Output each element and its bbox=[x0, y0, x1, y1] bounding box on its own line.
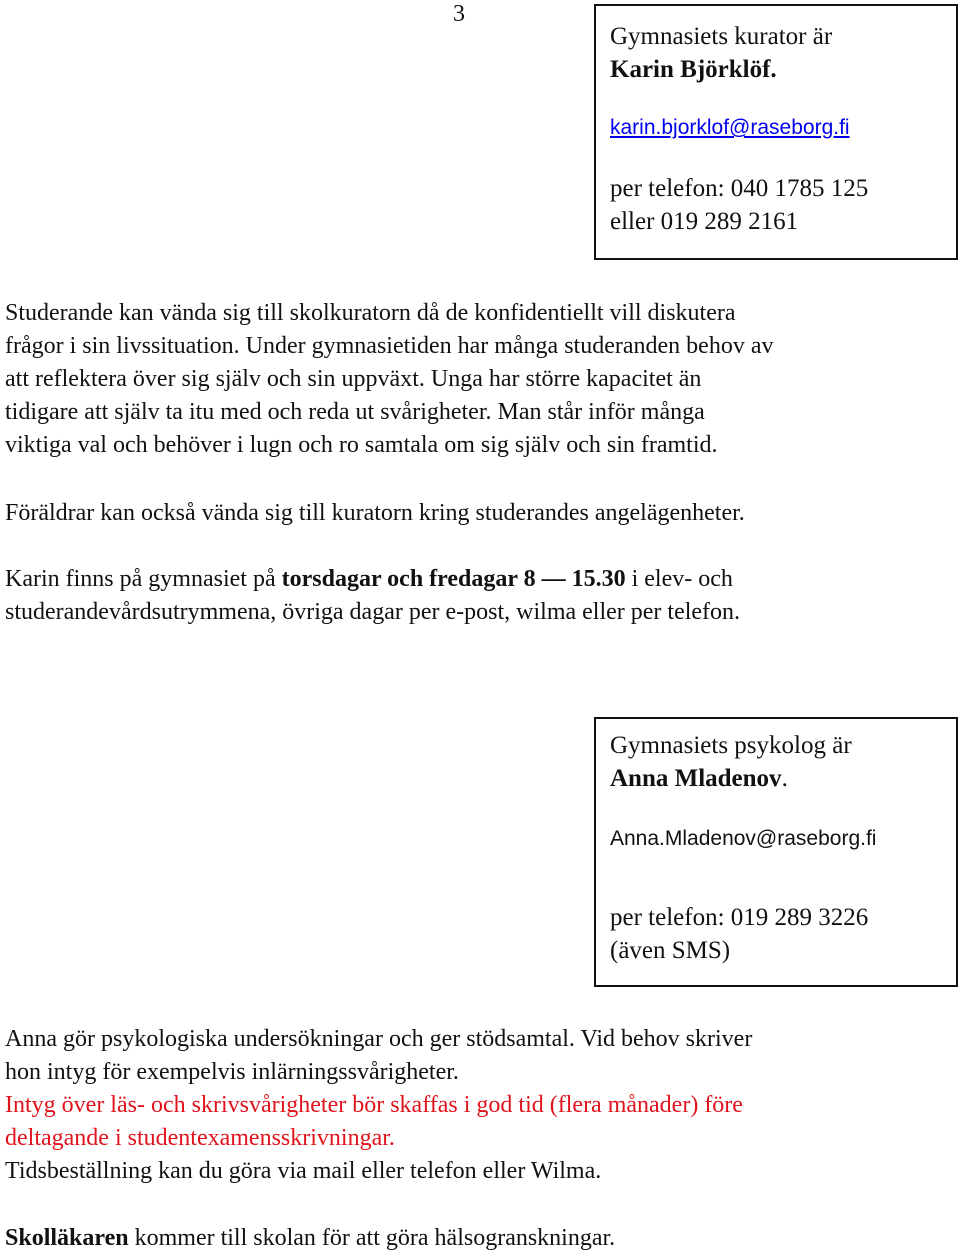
schedule-location: i elev- och bbox=[625, 566, 733, 592]
psykolog-contact-box bbox=[594, 717, 958, 987]
schedule-line bbox=[5, 563, 955, 596]
warning-line: Intyg över läs- och skrivsvårigheter bör skaffas i god tid (flera månader) före bbox=[5, 1092, 743, 1118]
text-line: hon intyg för exempelvis inlärningssvårigheter. bbox=[5, 1059, 459, 1085]
psykolog-name-line bbox=[610, 762, 942, 795]
kurator-email-link[interactable]: karin.bjorklof@raseborg.fi bbox=[610, 116, 850, 139]
psykolog-email[interactable]: Anna.Mladenov@raseborg.fi bbox=[610, 827, 877, 850]
text-line: frågor i sin livssituation. Under gymnasietiden har många studeranden behov av bbox=[5, 333, 774, 359]
text-line: Studerande kan vända sig till skolkuratorn då de konfidentiellt vill diskutera bbox=[5, 300, 736, 326]
text-line: Tidsbeställning kan du göra via mail eller telefon eller Wilma. bbox=[5, 1158, 602, 1184]
text-line: att reflektera över sig själv och sin uppväxt. Unga har större kapacitet än bbox=[5, 366, 702, 392]
psykolog-name: Anna Mladenov bbox=[610, 765, 782, 792]
kurator-name: Karin Björklöf. bbox=[610, 56, 777, 83]
schedule-line: studerandevårdsutrymmena, övriga dagar per e-post, wilma eller per telefon. bbox=[5, 599, 741, 625]
text-line: viktiga val och behöver i lugn och ro samtala om sig själv och sin framtid. bbox=[5, 432, 718, 458]
skollakare-text: kommer till skolan för att göra hälsogranskningar. bbox=[128, 1225, 616, 1251]
schedule-days: torsdagar och fredagar 8 — 15.30 bbox=[281, 566, 626, 592]
text-line: Anna gör psykologiska undersökningar och ger stödsamtal. Vid behov skriver bbox=[5, 1026, 753, 1052]
kurator-schedule-paragraph bbox=[5, 563, 955, 629]
text-line: tidigare att själv ta itu med och reda ut svårigheter. Man står inför många bbox=[5, 399, 705, 425]
psykolog-intro: Gymnasiets psykolog är bbox=[610, 732, 852, 759]
skollakare-label: Skolläkaren bbox=[5, 1225, 129, 1251]
kurator-phone-line1: per telefon: 040 1785 125 bbox=[610, 175, 869, 202]
psykolog-phone-line2: (även SMS) bbox=[610, 937, 731, 964]
kurator-phone-line2: eller 019 289 2161 bbox=[610, 208, 799, 235]
psykolog-name-period: . bbox=[781, 765, 788, 792]
parents-paragraph: Föräldrar kan också vända sig till kuratorn kring studerandes angelägenheter. bbox=[5, 500, 745, 526]
kurator-intro: Gymnasiets kurator är bbox=[610, 23, 833, 50]
kurator-description bbox=[5, 297, 955, 462]
page-number: 3 bbox=[453, 1, 465, 27]
skollakare-paragraph bbox=[5, 1222, 955, 1255]
psykolog-description bbox=[5, 1023, 955, 1188]
psykolog-phone-line1: per telefon: 019 289 3226 bbox=[610, 904, 869, 931]
schedule-text: Karin finns på gymnasiet på bbox=[5, 566, 282, 592]
kurator-contact-box bbox=[594, 4, 958, 260]
warning-line: deltagande i studentexamensskrivningar. bbox=[5, 1125, 395, 1151]
